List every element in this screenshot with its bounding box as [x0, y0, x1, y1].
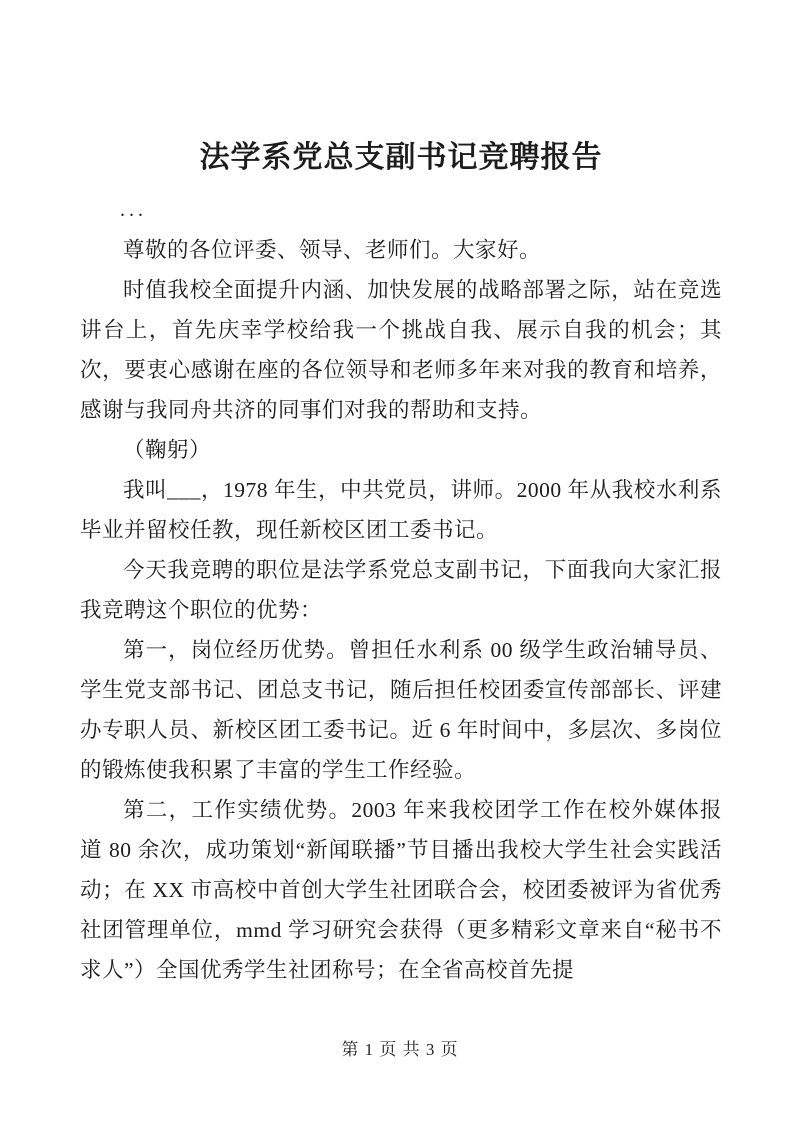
paragraph-salutation: 尊敬的各位评委、领导、老师们。大家好。	[123, 238, 542, 262]
document-content	[80, 138, 722, 990]
paragraph-ellipsis: ...	[120, 199, 147, 221]
page-number-footer: 第 1 页 共 3 页	[341, 1040, 459, 1059]
paragraph-advantage-second: 第二，工作实绩优势。2003 年来我校团学工作在校外媒体报道 80 余次，成功策划“新闻联播”节目播出我校大学生社会实践活动；在 XX 市高校中首创大学生社团联合会，校团委被评为省优秀社团管理单位，mmd 学习研究会获得（更多精彩文章来自“秘书不求人”）全国优秀学生社团称号；在全省高校首先提	[80, 798, 722, 982]
paragraph-bow: （鞠躬）	[123, 438, 212, 462]
document-title: 法学系党总支副书记竞聘报告	[199, 141, 603, 174]
paragraph-advantage-first: 第一，岗位经历优势。曾担任水利系 00 级学生政治辅导员、学生党支部书记、团总支书记，随后担任校团委宣传部部长、评建办专职人员、新校区团工委书记。近 6 年时间中，多层次、多岗位的锻炼使我积累了丰富的学生工作经验。	[80, 638, 722, 782]
paragraph-opening: 时值我校全面提升内涵、加快发展的战略部署之际，站在竞选讲台上，首先庆幸学校给我一个挑战自我、展示自我的机会；其次，要衷心感谢在座的各位领导和老师多年来对我的教育和培养，感谢与我同舟共济的同事们对我的帮助和支持。	[80, 278, 722, 422]
paragraph-position-statement: 今天我竞聘的职位是法学系党总支副书记，下面我向大家汇报我竞聘这个职位的优势：	[80, 558, 722, 622]
paragraph-self-introduction: 我叫___，1978 年生，中共党员，讲师。2000 年从我校水利系毕业并留校任教，现任新校区团工委书记。	[80, 478, 722, 542]
